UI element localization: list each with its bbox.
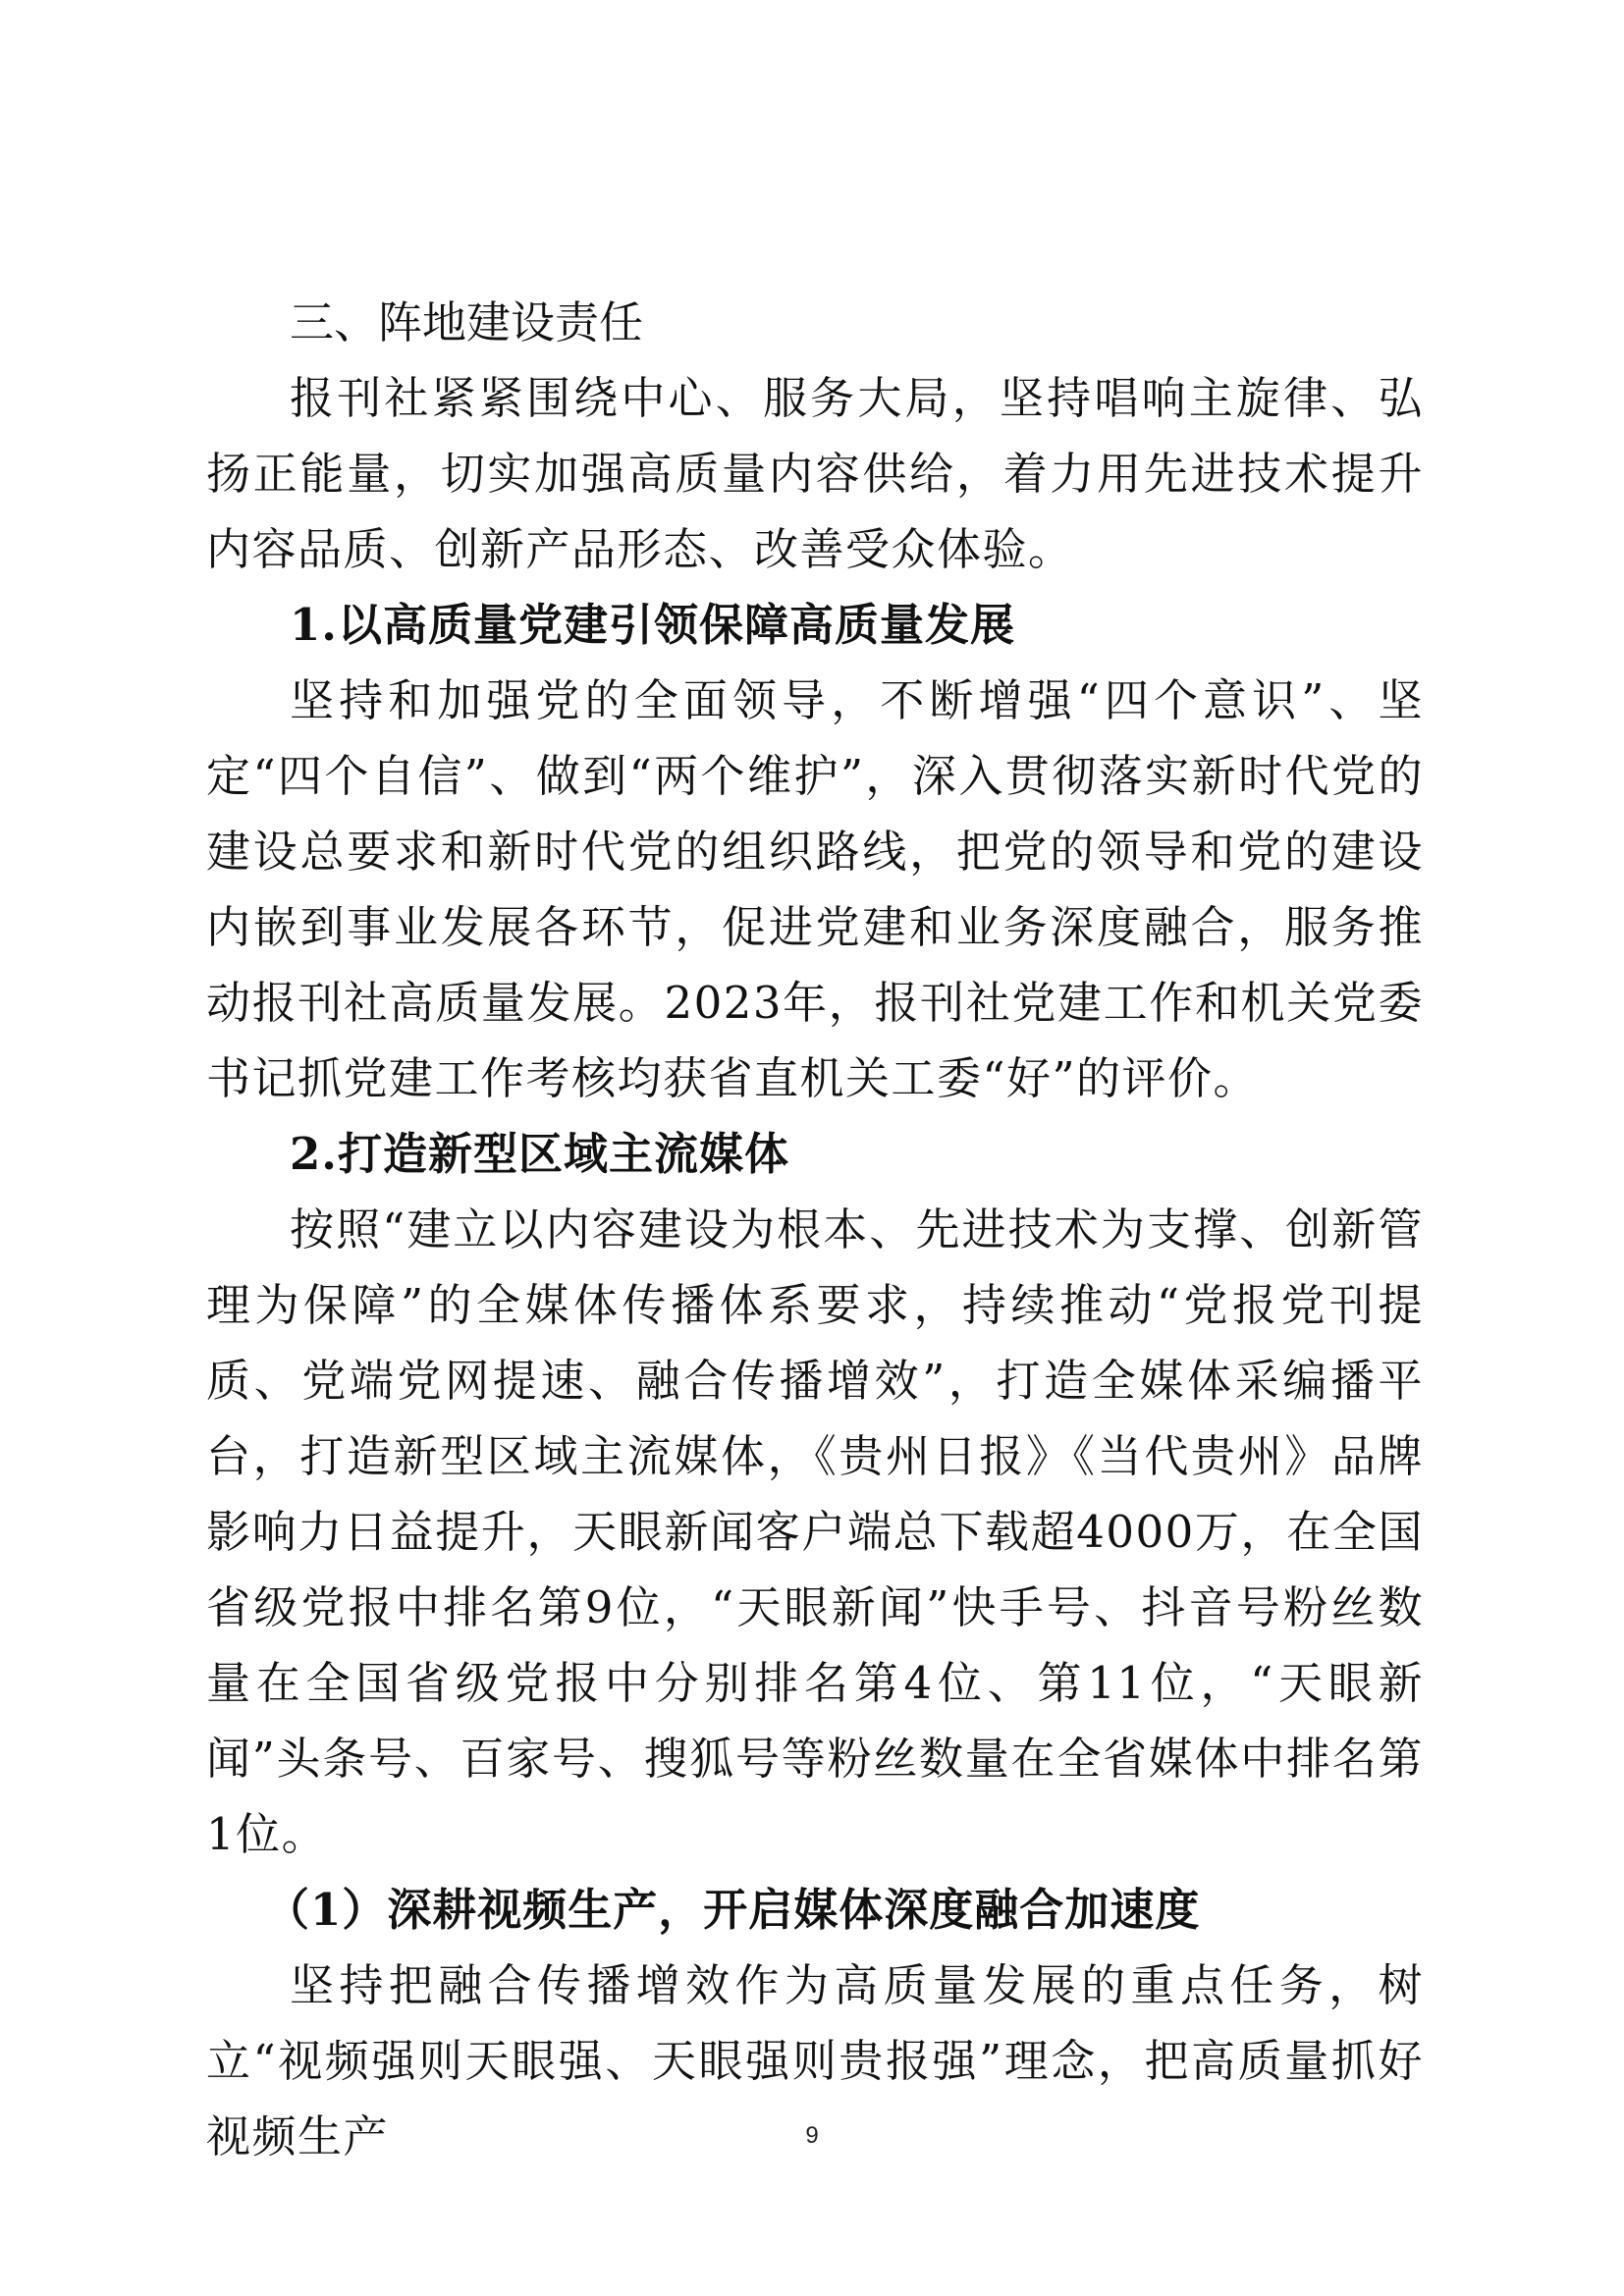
part1-heading: 1.以高质量党建引领保障高质量发展 <box>290 599 1015 651</box>
section-heading: 三、阵地建设责任 <box>290 296 644 348</box>
document-body <box>206 285 1424 2174</box>
part1-paragraph: 坚持和加强党的全面领导，不断增强“四个意识”、坚定“四个自信”、做到“两个维护”，深入贯彻落实新时代党的建设总要求和新时代党的组织路线，把党的领导和党的建设内嵌到事业发展各环节，促进党建和业务深度融合，服务推动报刊社高质量发展。2023年，报刊社党建工作和机关党委书记抓党建工作考核均获省直机关工委“好”的评价。 <box>206 674 1424 1104</box>
page-number: 9 <box>805 2122 819 2149</box>
part2-heading: 2.打造新型区域主流媒体 <box>290 1128 789 1180</box>
part2-1-heading: （1）深耕视频生产，开启媒体深度融合加速度 <box>265 1884 1201 1936</box>
part2-paragraph: 按照“建立以内容建设为根本、先进技术为支撑、创新管理为保障”的全媒体传播体系要求，持续推动“党报党刊提质、党端党网提速、融合传播增效”，打造全媒体采编播平台，打造新型区域主流媒体，《贵州日报》《当代贵州》品牌影响力日益提升，天眼新闻客户端总下载超4000万，在全国省级党报中排名第9位，“天眼新闻”快手号、抖音号粉丝数量在全国省级党报中分别排名第4位、第11位，“天眼新闻”头条号、百家号、搜狐号等粉丝数量在全省媒体中排名第1位。 <box>206 1203 1424 1860</box>
section-intro-paragraph: 报刊社紧紧围绕中心、服务大局，坚持唱响主旋律、弘扬正能量，切实加强高质量内容供给，着力用先进技术提升内容品质、创新产品形态、改善受众体验。 <box>206 372 1424 575</box>
part2-1-paragraph: 坚持把融合传播增效作为高质量发展的重点任务，树立“视频强则天眼强、天眼强则贵报强”理念，把高质量抓好视频生产 <box>206 1959 1424 2163</box>
